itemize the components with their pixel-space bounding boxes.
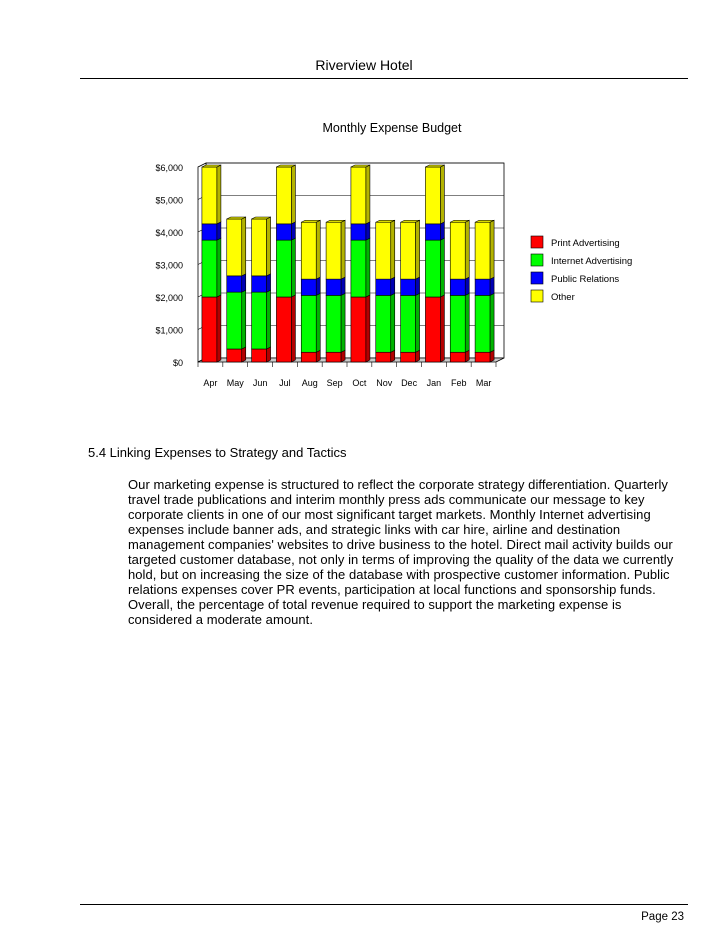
bar-segment-top bbox=[376, 220, 395, 222]
bar-segment-top bbox=[276, 165, 295, 167]
bar-segment bbox=[475, 352, 490, 362]
bar-segment bbox=[276, 297, 291, 362]
bar-segment bbox=[376, 222, 391, 279]
bar-segment-side bbox=[465, 293, 469, 352]
bar-segment-side bbox=[242, 217, 246, 276]
bar-segment-side bbox=[416, 293, 420, 352]
bar-segment-side bbox=[341, 277, 345, 295]
section-body-text: Our marketing expense is structured to reflect the corporate strategy differentiation. Quarterly travel trade publications and interim monthly press ads communicate our message to key corporate clients in one of our most significant target markets. Monthly Internet advertising expenses include banner ads, and strategic links with car hire, airline and destination management companies' websites to drive business to the hotel. Direct mail activity builds our targeted customer database, not only in terms of improving the quality of the data we currently hold, but on increasing the size of the database with prospective customer information. Public relations expenses cover PR events, participation at local functions and sponsorship funds. Overall, the percentage of total revenue required to support the marketing expense is considered a moderate amount. bbox=[128, 477, 674, 627]
x-tick-label: Oct bbox=[352, 378, 367, 388]
bar-segment bbox=[351, 224, 366, 240]
bar-segment bbox=[351, 297, 366, 362]
bar-segment bbox=[376, 352, 391, 362]
bar-segment bbox=[252, 219, 267, 276]
bar-segment bbox=[227, 276, 242, 292]
bar-segment bbox=[425, 240, 440, 297]
bar-segment bbox=[401, 222, 416, 279]
x-tick-label: Apr bbox=[203, 378, 218, 388]
chart-title: Monthly Expense Budget bbox=[322, 121, 462, 135]
bar-segment bbox=[202, 297, 217, 362]
page-header-title: Riverview Hotel bbox=[315, 57, 413, 73]
bar-segment bbox=[450, 279, 465, 295]
bar-segment bbox=[376, 279, 391, 295]
bar-segment-top bbox=[227, 217, 246, 219]
bar-segment bbox=[475, 222, 490, 279]
bar-segment bbox=[326, 352, 341, 362]
y-tick-label: $6,000 bbox=[155, 163, 183, 173]
bar-segment bbox=[326, 279, 341, 295]
bar-segment-top bbox=[252, 217, 271, 219]
bar-segment-side bbox=[291, 295, 295, 362]
bar-segment bbox=[475, 295, 490, 352]
y-tick-label: $1,000 bbox=[155, 325, 183, 336]
bar-segment-side bbox=[391, 293, 395, 352]
bar-segment-side bbox=[267, 347, 271, 362]
bar-segment-top bbox=[401, 220, 420, 222]
x-tick-label: Dec bbox=[401, 378, 418, 388]
bar-segment bbox=[301, 352, 316, 362]
bar-segment-side bbox=[416, 220, 420, 279]
bar-segment bbox=[276, 167, 291, 224]
bar-segment-top bbox=[301, 220, 320, 222]
bar-segment-side bbox=[291, 165, 295, 224]
bar-segment-top bbox=[326, 220, 345, 222]
bar-segment bbox=[227, 219, 242, 276]
bar-segment-top bbox=[450, 220, 469, 222]
bar-segment bbox=[227, 349, 242, 362]
legend-label: Public Relations bbox=[551, 274, 620, 285]
legend-swatch bbox=[531, 236, 543, 248]
bar-segment bbox=[227, 292, 242, 349]
bar-segment bbox=[202, 167, 217, 224]
bar-segment-side bbox=[366, 222, 370, 240]
bar-segment-side bbox=[341, 293, 345, 352]
section-heading: 5.4 Linking Expenses to Strategy and Tactics bbox=[88, 445, 347, 460]
bar-segment bbox=[450, 222, 465, 279]
bar-segment-side bbox=[242, 274, 246, 292]
bar-segment bbox=[401, 295, 416, 352]
y-tick-label: $0 bbox=[172, 358, 183, 368]
bar-segment-side bbox=[316, 277, 320, 295]
x-tick-label: Aug bbox=[301, 378, 318, 388]
bar-segment bbox=[276, 224, 291, 240]
bar-segment-side bbox=[391, 220, 395, 279]
y-tick-label: $3,000 bbox=[155, 260, 183, 271]
bar-segment bbox=[301, 222, 316, 279]
monthly-expense-chart bbox=[0, 110, 728, 400]
bar-segment-side bbox=[440, 222, 444, 240]
bar-segment bbox=[252, 349, 267, 362]
footer-divider bbox=[80, 904, 688, 905]
legend-swatch bbox=[531, 290, 543, 302]
x-tick-label: Mar bbox=[475, 378, 492, 388]
bar-segment bbox=[326, 222, 341, 279]
bar-segment-side bbox=[217, 222, 221, 240]
bar-segment-side bbox=[217, 295, 221, 362]
x-tick-label: Jun bbox=[252, 378, 268, 388]
bar-segment-side bbox=[391, 277, 395, 295]
header-divider bbox=[80, 78, 688, 79]
bar-segment bbox=[326, 295, 341, 352]
bar-segment bbox=[252, 276, 267, 292]
bar-segment-side bbox=[341, 220, 345, 279]
bar-segment-top bbox=[202, 165, 221, 167]
bar-segment-top bbox=[351, 165, 370, 167]
bar-segment bbox=[401, 279, 416, 295]
bar-segment-top bbox=[475, 220, 494, 222]
bar-segment-side bbox=[416, 277, 420, 295]
bar-segment bbox=[301, 279, 316, 295]
bar-segment-side bbox=[465, 220, 469, 279]
bar-segment bbox=[301, 295, 316, 352]
bar-segment-side bbox=[440, 238, 444, 297]
bar-segment-side bbox=[217, 238, 221, 297]
bar-segment bbox=[252, 292, 267, 349]
bar-segment-side bbox=[440, 165, 444, 224]
bar-segment bbox=[425, 224, 440, 240]
bar-segment bbox=[475, 279, 490, 295]
legend-label: Internet Advertising bbox=[551, 256, 633, 267]
bar-segment-side bbox=[267, 217, 271, 276]
bar-segment bbox=[376, 295, 391, 352]
x-tick-label: May bbox=[226, 378, 244, 388]
bar-segment-side bbox=[291, 222, 295, 240]
bar-segment-side bbox=[242, 290, 246, 349]
bar-segment-side bbox=[217, 165, 221, 224]
x-tick-label: Sep bbox=[326, 378, 343, 388]
bar-segment bbox=[202, 240, 217, 297]
bar-segment-side bbox=[366, 238, 370, 297]
bar-segment bbox=[401, 352, 416, 362]
y-tick-label: $4,000 bbox=[155, 228, 183, 238]
bar-segment-side bbox=[440, 295, 444, 362]
bar-segment bbox=[425, 167, 440, 224]
bar-segment-side bbox=[490, 277, 494, 295]
bar-segment bbox=[450, 295, 465, 352]
bar-segment bbox=[276, 240, 291, 297]
bar-segment bbox=[450, 352, 465, 362]
bar-segment-side bbox=[291, 238, 295, 297]
y-tick-label: $5,000 bbox=[155, 195, 183, 206]
legend-label: Other bbox=[551, 292, 575, 303]
bar-segment-side bbox=[242, 347, 246, 362]
bar-segment-side bbox=[465, 277, 469, 295]
page-number: Page 23 bbox=[641, 911, 684, 923]
legend-label: Print Advertising bbox=[551, 238, 620, 249]
x-tick-label: Feb bbox=[450, 378, 467, 388]
bar-segment-side bbox=[490, 220, 494, 279]
bar-segment bbox=[351, 167, 366, 224]
x-tick-label: Nov bbox=[376, 378, 393, 388]
x-tick-label: Jan bbox=[426, 378, 442, 388]
bar-segment-side bbox=[316, 220, 320, 279]
bar-segment-side bbox=[366, 295, 370, 362]
bar-segment-side bbox=[316, 293, 320, 352]
bar-segment-top bbox=[425, 165, 444, 167]
bar-segment-side bbox=[267, 290, 271, 349]
legend-swatch bbox=[531, 254, 543, 266]
bar-segment bbox=[202, 224, 217, 240]
bar-segment-side bbox=[490, 293, 494, 352]
bar-segment-side bbox=[267, 274, 271, 292]
legend-swatch bbox=[531, 272, 543, 284]
y-tick-label: $2,000 bbox=[155, 293, 183, 303]
bar-segment bbox=[425, 297, 440, 362]
bar-segment-side bbox=[366, 165, 370, 224]
x-tick-label: Jul bbox=[279, 378, 291, 388]
bar-segment bbox=[351, 240, 366, 297]
